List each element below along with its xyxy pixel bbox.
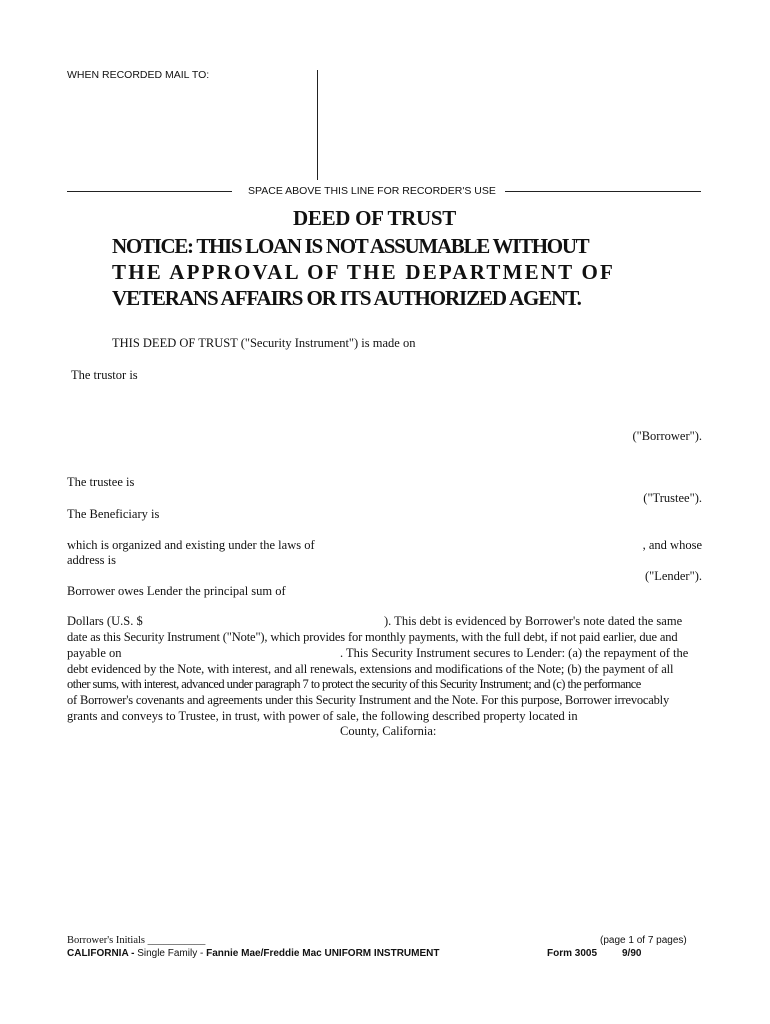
trustee-label: ("Trustee"). xyxy=(643,491,702,505)
recorder-line-right xyxy=(505,191,701,192)
beneficiary-text: The Beneficiary is xyxy=(67,507,160,521)
footer-instrument: Fannie Mae/Freddie Mac UNIFORM INSTRUMENT xyxy=(206,948,440,959)
form-date: 9/90 xyxy=(622,948,642,959)
recorder-line-left xyxy=(67,191,232,192)
borrower-initials: Borrower's Initials ___________ xyxy=(67,935,206,946)
secures-text: . This Security Instrument secures to Lender: (a) the repayment of the xyxy=(340,646,689,660)
address-text: address is xyxy=(67,553,116,567)
notice-line-2: THE APPROVAL OF THE DEPARTMENT OF xyxy=(112,260,616,284)
footer-state: CALIFORNIA - xyxy=(67,948,135,959)
grants-line: grants and conveys to Trustee, in trust, with power of sale, the following described property located in xyxy=(67,709,578,723)
document-title: DEED OF TRUST xyxy=(293,206,456,230)
notice-line-1: NOTICE: THIS LOAN IS NOT ASSUMABLE WITHOUT xyxy=(112,234,589,258)
lender-label: ("Lender"). xyxy=(644,569,702,583)
notice-line-3: VETERANS AFFAIRS OR ITS AUTHORIZED AGENT. xyxy=(112,286,581,310)
recorder-divider-vertical xyxy=(317,70,318,180)
owes-text: Borrower owes Lender the principal sum of xyxy=(67,584,286,598)
note-line: date as this Security Instrument ("Note"), which provides for monthly payments, with the full debt, if not paid earlier, due and xyxy=(67,630,678,644)
trustor-label: The trustor is xyxy=(71,368,138,382)
va-notice xyxy=(112,233,659,311)
and-whose-text: , and whose xyxy=(642,538,702,552)
sums-line: other sums, with interest, advanced under paragraph 7 to protect the security of this Security Instrument; and (c) the performance xyxy=(67,677,641,691)
payable-on-text: payable on xyxy=(67,646,122,660)
borrower-label: ("Borrower"). xyxy=(632,429,702,443)
made-on-text: THIS DEED OF TRUST ("Security Instrument") is made on xyxy=(112,336,416,350)
covenants-line: of Borrower's covenants and agreements under this Security Instrument and the Note. For this purpose, Borrower irrevocably xyxy=(67,693,669,707)
form-number: Form 3005 xyxy=(547,948,598,959)
footer-single-family: Single Family - xyxy=(137,948,204,959)
debt-evidenced-text: ). This debt is evidenced by Borrower's note dated the same xyxy=(384,614,683,628)
trustee-text: The trustee is xyxy=(67,475,135,489)
page-count: (page 1 of 7 pages) xyxy=(600,935,687,946)
mail-to-label: WHEN RECORDED MAIL TO: xyxy=(67,69,210,81)
organized-text: which is organized and existing under the laws of xyxy=(67,538,315,552)
recorder-space-label: SPACE ABOVE THIS LINE FOR RECORDER'S USE xyxy=(248,185,496,197)
dollars-text: Dollars (U.S. $ xyxy=(67,614,143,628)
county-text: County, California: xyxy=(340,724,437,738)
debt-line: debt evidenced by the Note, with interest, and all renewals, extensions and modifications of the Note; (b) the payment of all xyxy=(67,662,674,676)
footer-instrument-line xyxy=(67,948,439,959)
